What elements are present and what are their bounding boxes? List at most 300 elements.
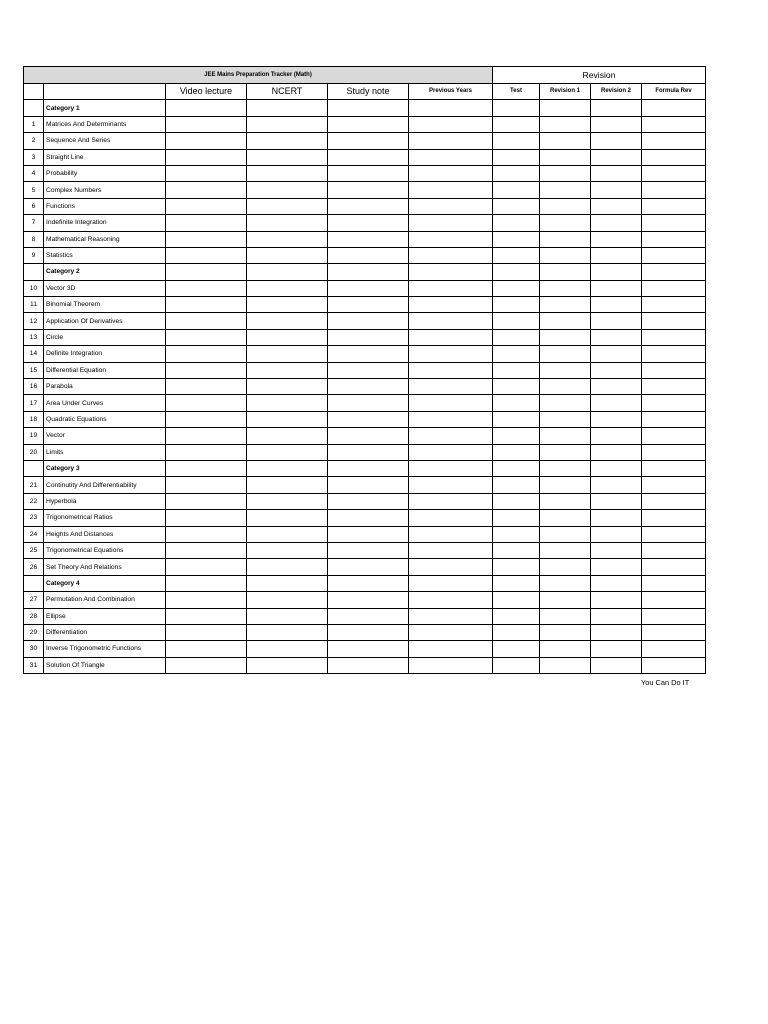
tracker-cell[interactable] [328,313,409,329]
tracker-cell[interactable] [328,362,409,378]
tracker-cell[interactable] [493,165,540,181]
tracker-cell[interactable] [409,460,493,476]
tracker-cell[interactable] [166,624,247,640]
tracker-cell[interactable] [493,608,540,624]
tracker-cell[interactable] [493,460,540,476]
tracker-cell[interactable] [591,346,642,362]
tracker-cell[interactable] [493,477,540,493]
tracker-cell[interactable] [409,182,493,198]
tracker-cell[interactable] [409,477,493,493]
tracker-cell[interactable] [247,411,328,427]
tracker-cell[interactable] [328,215,409,231]
topic-row [24,133,706,149]
tracker-cell[interactable] [642,559,706,575]
tracker-cell[interactable] [642,313,706,329]
tracker-cell[interactable] [540,608,591,624]
tracker-cell[interactable] [642,149,706,165]
tracker-cell[interactable] [591,592,642,608]
tracker-cell[interactable] [540,149,591,165]
tracker-cell[interactable] [166,182,247,198]
tracker-cell[interactable] [247,641,328,657]
tracker-cell[interactable] [540,100,591,116]
tracker-cell[interactable] [409,280,493,296]
tracker-cell[interactable] [166,313,247,329]
tracker-cell[interactable] [540,346,591,362]
tracker-cell[interactable] [409,133,493,149]
tracker-cell[interactable] [642,428,706,444]
topic-row [24,149,706,165]
tracker-cell[interactable] [493,313,540,329]
tracker-cell[interactable] [409,542,493,558]
tracker-cell[interactable] [591,460,642,476]
tracker-cell[interactable] [409,526,493,542]
tracker-cell[interactable] [247,526,328,542]
tracker-cell[interactable] [328,264,409,280]
tracker-cell[interactable] [247,477,328,493]
tracker-cell[interactable] [591,641,642,657]
tracker-cell[interactable] [642,116,706,132]
tracker-cell[interactable] [591,280,642,296]
tracker-cell[interactable] [328,526,409,542]
column-header-previous-years: Previous Years [409,84,493,100]
tracker-cell[interactable] [166,411,247,427]
tracker-cell[interactable] [166,215,247,231]
tracker-cell[interactable] [328,182,409,198]
tracker-cell[interactable] [540,264,591,280]
tracker-cell[interactable] [409,116,493,132]
topic-number: 19 [24,428,44,444]
tracker-cell[interactable] [166,149,247,165]
tracker-cell[interactable] [540,198,591,214]
tracker-cell[interactable] [591,198,642,214]
tracker-cell[interactable] [540,575,591,591]
tracker-cell[interactable] [247,624,328,640]
tracker-cell[interactable] [493,510,540,526]
tracker-cell[interactable] [493,411,540,427]
tracker-cell[interactable] [591,395,642,411]
tracker-cell[interactable] [328,329,409,345]
tracker-cell[interactable] [247,264,328,280]
tracker-cell[interactable] [591,182,642,198]
tracker-cell[interactable] [540,641,591,657]
tracker-cell[interactable] [247,460,328,476]
tracker-cell[interactable] [591,624,642,640]
tracker-cell[interactable] [409,592,493,608]
tracker-cell[interactable] [166,444,247,460]
tracker-cell[interactable] [642,198,706,214]
tracker-cell[interactable] [409,100,493,116]
tracker-cell[interactable] [409,657,493,673]
tracker-cell[interactable] [409,264,493,280]
tracker-cell[interactable] [591,493,642,509]
topic-name: Circle [44,329,166,345]
tracker-cell[interactable] [642,624,706,640]
tracker-cell[interactable] [591,149,642,165]
tracker-cell[interactable] [247,559,328,575]
tracker-cell[interactable] [328,165,409,181]
tracker-cell[interactable] [409,329,493,345]
tracker-cell[interactable] [642,182,706,198]
tracker-cell[interactable] [591,608,642,624]
tracker-cell[interactable] [540,657,591,673]
topic-number: 27 [24,592,44,608]
tracker-cell[interactable] [166,133,247,149]
tracker-cell[interactable] [328,379,409,395]
tracker-cell[interactable] [409,165,493,181]
tracker-cell[interactable] [493,329,540,345]
tracker-cell[interactable] [166,346,247,362]
tracker-cell[interactable] [493,493,540,509]
topic-name: Set Theory And Relations [44,559,166,575]
tracker-cell[interactable] [166,510,247,526]
topic-row [24,297,706,313]
tracker-cell[interactable] [328,149,409,165]
tracker-cell[interactable] [540,510,591,526]
tracker-cell[interactable] [247,297,328,313]
tracker-cell[interactable] [166,428,247,444]
tracker-cell[interactable] [247,247,328,263]
tracker-cell[interactable] [328,100,409,116]
tracker-cell[interactable] [642,379,706,395]
tracker-cell[interactable] [591,165,642,181]
tracker-cell[interactable] [328,608,409,624]
tracker-cell[interactable] [493,444,540,460]
tracker-cell[interactable] [591,444,642,460]
topic-number: 17 [24,395,44,411]
topic-row [24,510,706,526]
tracker-cell[interactable] [166,460,247,476]
tracker-cell[interactable] [642,280,706,296]
tracker-cell[interactable] [328,641,409,657]
tracker-cell[interactable] [493,362,540,378]
tracker-cell[interactable] [591,329,642,345]
tracker-cell[interactable] [642,460,706,476]
tracker-cell[interactable] [409,395,493,411]
tracker-cell[interactable] [591,379,642,395]
tracker-cell[interactable] [328,428,409,444]
tracker-cell[interactable] [493,100,540,116]
tracker-cell[interactable] [409,411,493,427]
tracker-cell[interactable] [409,149,493,165]
topic-name: Definite Integration [44,346,166,362]
tracker-cell[interactable] [328,231,409,247]
tracker-cell[interactable] [409,624,493,640]
tracker-cell[interactable] [166,395,247,411]
tracker-cell[interactable] [642,215,706,231]
tracker-cell[interactable] [493,198,540,214]
tracker-cell[interactable] [328,411,409,427]
tracker-cell[interactable] [247,231,328,247]
tracker-cell[interactable] [591,100,642,116]
tracker-cell[interactable] [247,608,328,624]
tracker-cell[interactable] [166,116,247,132]
tracker-cell[interactable] [409,379,493,395]
tracker-cell[interactable] [642,133,706,149]
tracker-cell[interactable] [642,526,706,542]
tracker-cell[interactable] [247,116,328,132]
tracker-cell[interactable] [493,264,540,280]
tracker-cell[interactable] [642,297,706,313]
tracker-cell[interactable] [166,477,247,493]
tracker-cell[interactable] [493,280,540,296]
tracker-cell[interactable] [642,165,706,181]
tracker-cell[interactable] [328,395,409,411]
category-label: Category 4 [44,575,166,591]
tracker-cell[interactable] [493,379,540,395]
tracker-cell[interactable] [247,149,328,165]
tracker-cell[interactable] [493,641,540,657]
topic-number: 3 [24,149,44,165]
tracker-cell[interactable] [591,559,642,575]
tracker-cell[interactable] [247,198,328,214]
tracker-cell[interactable] [540,460,591,476]
tracker-cell[interactable] [247,379,328,395]
tracker-cell[interactable] [409,198,493,214]
tracker-cell[interactable] [591,133,642,149]
tracker-cell[interactable] [642,362,706,378]
tracker-cell[interactable] [409,510,493,526]
tracker-cell[interactable] [328,247,409,263]
tracker-cell[interactable] [328,542,409,558]
tracker-cell[interactable] [328,657,409,673]
tracker-cell[interactable] [493,395,540,411]
tracker-cell[interactable] [493,149,540,165]
tracker-cell[interactable] [591,510,642,526]
topic-row [24,493,706,509]
tracker-cell[interactable] [166,198,247,214]
tracker-cell[interactable] [247,215,328,231]
tracker-cell[interactable] [247,542,328,558]
tracker-cell[interactable] [540,411,591,427]
tracker-cell[interactable] [247,133,328,149]
tracker-cell[interactable] [591,297,642,313]
tracker-cell[interactable] [166,231,247,247]
tracker-cell[interactable] [328,460,409,476]
tracker-cell[interactable] [493,247,540,263]
tracker-cell[interactable] [540,313,591,329]
tracker-cell[interactable] [409,575,493,591]
tracker-cell[interactable] [409,608,493,624]
tracker-cell[interactable] [591,575,642,591]
tracker-cell[interactable] [591,428,642,444]
tracker-cell[interactable] [642,510,706,526]
tracker-cell[interactable] [591,411,642,427]
tracker-cell[interactable] [642,100,706,116]
tracker-cell[interactable] [409,247,493,263]
tracker-cell[interactable] [328,346,409,362]
tracker-cell[interactable] [247,362,328,378]
tracker-cell[interactable] [540,444,591,460]
tracker-cell[interactable] [247,100,328,116]
tracker-cell[interactable] [328,559,409,575]
tracker-cell[interactable] [247,182,328,198]
tracker-cell[interactable] [166,100,247,116]
tracker-cell[interactable] [540,379,591,395]
tracker-cell[interactable] [247,395,328,411]
tracker-cell[interactable] [166,592,247,608]
tracker-cell[interactable] [540,624,591,640]
tracker-cell[interactable] [540,133,591,149]
tracker-cell[interactable] [247,510,328,526]
tracker-cell[interactable] [493,133,540,149]
tracker-cell[interactable] [247,280,328,296]
tracker-cell[interactable] [409,313,493,329]
tracker-cell[interactable] [540,493,591,509]
tracker-cell[interactable] [591,526,642,542]
tracker-cell[interactable] [591,247,642,263]
tracker-cell[interactable] [247,657,328,673]
tracker-cell[interactable] [493,526,540,542]
tracker-cell[interactable] [642,641,706,657]
tracker-cell[interactable] [642,542,706,558]
tracker-cell[interactable] [540,215,591,231]
tracker-cell[interactable] [493,575,540,591]
tracker-cell[interactable] [642,231,706,247]
tracker-cell[interactable] [247,444,328,460]
tracker-cell[interactable] [540,428,591,444]
tracker-cell[interactable] [642,444,706,460]
tracker-cell[interactable] [328,297,409,313]
tracker-cell[interactable] [493,215,540,231]
tracker-cell[interactable] [166,526,247,542]
tracker-cell[interactable] [493,346,540,362]
tracker-cell[interactable] [409,444,493,460]
tracker-cell[interactable] [493,542,540,558]
tracker-cell[interactable] [642,575,706,591]
tracker-cell[interactable] [166,493,247,509]
tracker-cell[interactable] [166,264,247,280]
tracker-cell[interactable] [591,542,642,558]
tracker-cell[interactable] [328,280,409,296]
tracker-cell[interactable] [328,493,409,509]
tracker-cell[interactable] [642,477,706,493]
tracker-cell[interactable] [247,575,328,591]
tracker-cell[interactable] [166,379,247,395]
tracker-cell[interactable] [166,362,247,378]
tracker-cell[interactable] [328,133,409,149]
tracker-cell[interactable] [591,657,642,673]
tracker-cell[interactable] [493,657,540,673]
tracker-cell[interactable] [409,493,493,509]
tracker-cell[interactable] [409,641,493,657]
tracker-cell[interactable] [247,313,328,329]
tracker-cell[interactable] [166,608,247,624]
tracker-cell[interactable] [540,559,591,575]
tracker-cell[interactable] [328,510,409,526]
tracker-cell[interactable] [642,657,706,673]
tracker-cell[interactable] [591,215,642,231]
tracker-cell[interactable] [247,165,328,181]
topic-name: Continutity And Differentiability [44,477,166,493]
tracker-cell[interactable] [591,231,642,247]
tracker-cell[interactable] [540,280,591,296]
tracker-cell[interactable] [540,116,591,132]
tracker-cell[interactable] [328,116,409,132]
tracker-cell[interactable] [591,116,642,132]
tracker-cell[interactable] [540,477,591,493]
tracker-cell[interactable] [166,329,247,345]
tracker-cell[interactable] [328,477,409,493]
tracker-cell[interactable] [540,526,591,542]
tracker-cell[interactable] [166,297,247,313]
tracker-cell[interactable] [409,215,493,231]
tracker-cell[interactable] [166,559,247,575]
tracker-cell[interactable] [247,329,328,345]
tracker-cell[interactable] [642,592,706,608]
tracker-cell[interactable] [409,559,493,575]
tracker-cell[interactable] [409,231,493,247]
topic-number: 20 [24,444,44,460]
tracker-cell[interactable] [166,165,247,181]
tracker-cell[interactable] [166,575,247,591]
tracker-cell[interactable] [540,165,591,181]
tracker-cell[interactable] [540,231,591,247]
tracker-cell[interactable] [540,182,591,198]
tracker-cell[interactable] [642,264,706,280]
tracker-cell[interactable] [166,641,247,657]
tracker-cell[interactable] [247,493,328,509]
tracker-cell[interactable] [642,346,706,362]
tracker-cell[interactable] [591,362,642,378]
tracker-cell[interactable] [493,182,540,198]
tracker-cell[interactable] [642,493,706,509]
tracker-cell[interactable] [493,559,540,575]
tracker-cell[interactable] [540,592,591,608]
topic-row [24,411,706,427]
tracker-cell[interactable] [493,624,540,640]
tracker-cell[interactable] [328,624,409,640]
tracker-cell[interactable] [642,608,706,624]
tracker-cell[interactable] [166,247,247,263]
tracker-cell[interactable] [642,329,706,345]
tracker-cell[interactable] [642,395,706,411]
tracker-cell[interactable] [247,592,328,608]
tracker-cell[interactable] [642,411,706,427]
tracker-cell[interactable] [493,116,540,132]
tracker-cell[interactable] [328,592,409,608]
tracker-cell[interactable] [409,346,493,362]
tracker-cell[interactable] [591,313,642,329]
tracker-cell[interactable] [591,264,642,280]
tracker-cell[interactable] [328,575,409,591]
tracker-cell[interactable] [540,542,591,558]
topic-name: Quadratic Equations [44,411,166,427]
topic-row [24,592,706,608]
tracker-cell[interactable] [409,428,493,444]
topic-row [24,165,706,181]
tracker-cell[interactable] [642,247,706,263]
tracker-cell[interactable] [540,329,591,345]
tracker-cell[interactable] [493,428,540,444]
tracker-cell[interactable] [166,280,247,296]
tracker-cell[interactable] [409,362,493,378]
tracker-cell[interactable] [591,477,642,493]
tracker-cell[interactable] [540,247,591,263]
tracker-cell[interactable] [328,444,409,460]
tracker-cell[interactable] [328,198,409,214]
tracker-cell[interactable] [166,657,247,673]
tracker-cell[interactable] [247,428,328,444]
tracker-cell[interactable] [493,231,540,247]
tracker-cell[interactable] [166,542,247,558]
tracker-cell[interactable] [493,297,540,313]
tracker-cell[interactable] [247,346,328,362]
tracker-cell[interactable] [493,592,540,608]
tracker-cell[interactable] [540,395,591,411]
tracker-cell[interactable] [540,362,591,378]
tracker-cell[interactable] [540,297,591,313]
tracker-cell[interactable] [409,297,493,313]
